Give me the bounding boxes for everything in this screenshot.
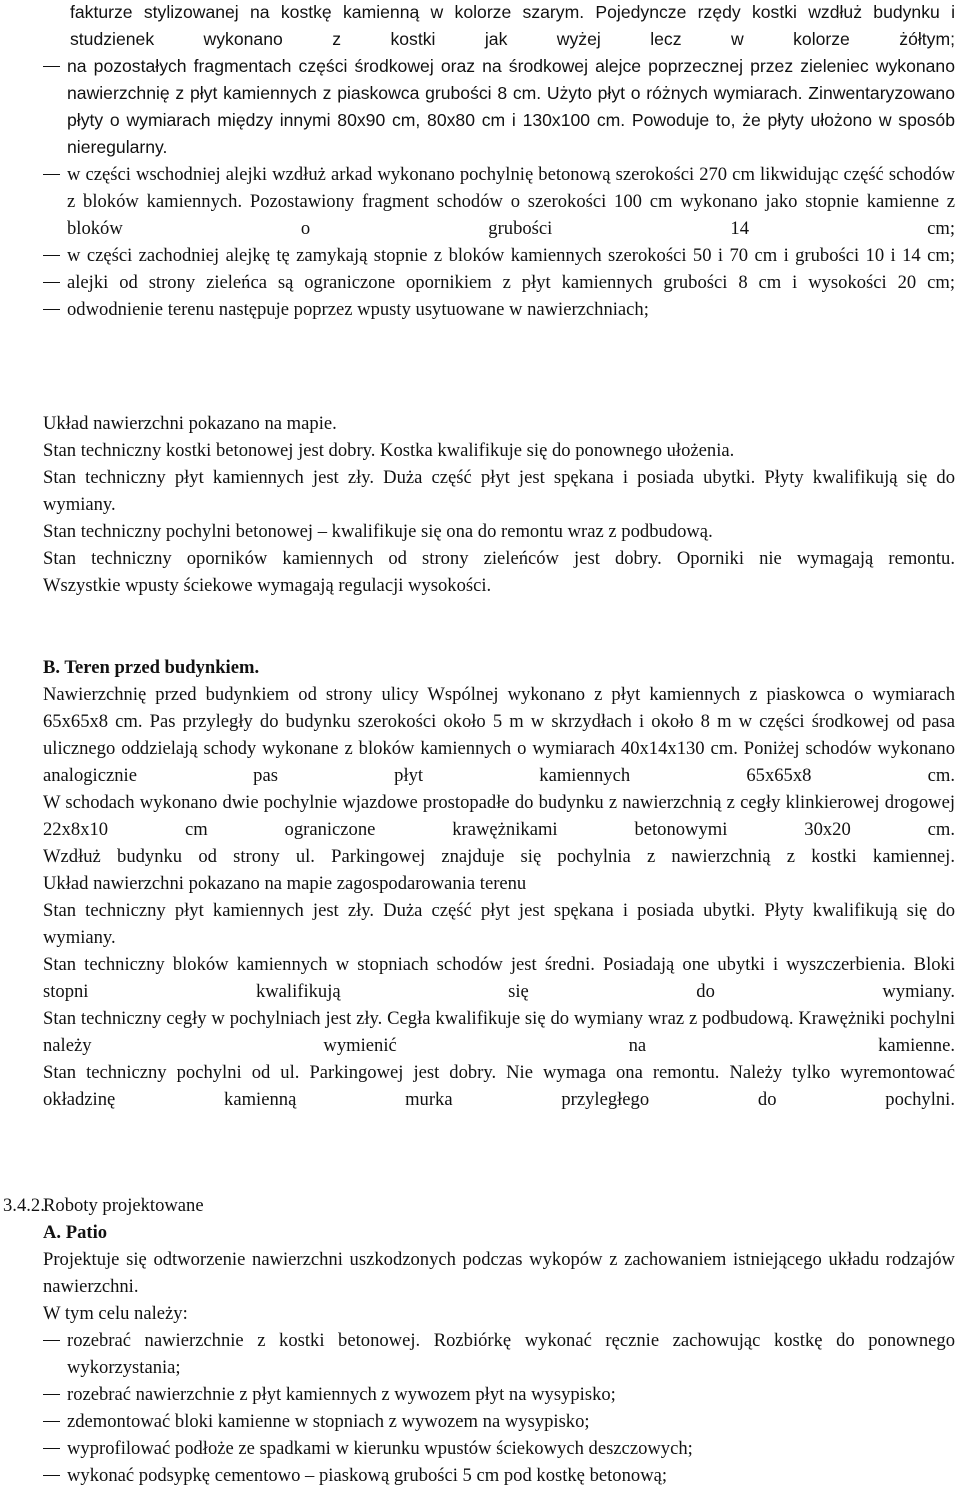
list-item	[43, 1462, 955, 1489]
paragraph: Stan techniczny bloków kamiennych w stopniach schodów jest średni. Posiadają one ubytki i wyszczerbienia. Bloki stopni kwalifikują się do wymiany.	[43, 954, 955, 1002]
list-item-text: wyprofilować podłoże ze spadkami w kierunku wpustów ściekowych deszczowych;	[67, 1438, 693, 1459]
dash-bullet	[43, 1462, 67, 1489]
list-item	[43, 1327, 955, 1381]
section-title: Roboty projektowane	[43, 1195, 204, 1216]
paragraph: Stan techniczny pochylni betonowej – kwalifikuje się ona do remontu wraz z podbudową.	[43, 521, 713, 542]
sub-heading: A. Patio	[43, 1222, 108, 1243]
list-item	[43, 242, 955, 269]
list-item-text: zdemontować bloki kamienne w stopniach z wywozem na wysypisko;	[67, 1411, 590, 1432]
dash-bullet	[43, 242, 67, 269]
list-item-text: wykonać podsypkę cementowo – piaskową grubości 5 cm pod kostkę betonową;	[67, 1465, 668, 1486]
paragraph: Stan techniczny pochylni od ul. Parkingowej jest dobry. Nie wymaga ona remontu. Należy tylko wyremontować okładzinę kamienną murka przyległego do pochylni.	[43, 1062, 955, 1110]
list-item	[43, 296, 955, 323]
list-item-text: rozebrać nawierzchnie z płyt kamiennych z wywozem płyt na wysypisko;	[67, 1384, 616, 1405]
list-item	[43, 1381, 955, 1408]
section-number-heading	[3, 1192, 955, 1219]
dash-bullet	[43, 161, 67, 188]
dash-bullet	[43, 1408, 67, 1435]
paragraph: Stan techniczny cegły w pochylniach jest zły. Cegła kwalifikuje się do wymiany wraz z podbudową. Krawężniki pochylni należy wymienić na kamienne.	[43, 1008, 955, 1056]
paragraph: Stan techniczny kostki betonowej jest dobry. Kostka kwalifikuje się do ponownego ułożenia.	[43, 440, 735, 461]
paragraph-continuation: fakturze stylizowanej na kostkę kamienną w kolorze szarym. Pojedyncze rzędy kostki wzdłuż budynku i studzienek wykonano z kostki jak wyżej lecz w kolorze żółtym;	[70, 2, 955, 49]
list-item	[43, 1435, 955, 1462]
paragraph: Wzdłuż budynku od strony ul. Parkingowej znajduje się pochylnia z nawierzchnią z kostki kamiennej.	[43, 846, 955, 867]
section-b	[43, 654, 955, 1113]
paragraph: W schodach wykonano dwie pochylnie wjazdowe prostopadłe do budynku z nawierzchnią z cegły klinkierowej drogowej 22x8x10 cm ograniczone krawężnikami betonowymi 30x20 cm.	[43, 792, 955, 840]
paragraph: Stan techniczny oporników kamiennych od strony zieleńców jest dobry. Oporniki nie wymagają remontu.	[43, 548, 955, 569]
list-item-text: alejki od strony zieleńca są ograniczone opornikiem z płyt kamiennych grubości 8 cm i wysokości 20 cm;	[67, 272, 955, 293]
paragraph: W tym celu należy:	[43, 1303, 188, 1324]
dash-bullet	[43, 53, 67, 80]
section-number: 3.4.2.	[3, 1195, 45, 1216]
paragraph: Projektuje się odtworzenie nawierzchni uszkodzonych podczas wykopów z zachowaniem istniejącego układu rodzajów nawierzchni.	[43, 1249, 955, 1297]
dash-bullet	[43, 1327, 67, 1354]
paragraph: Układ nawierzchni pokazano na mapie.	[43, 413, 337, 434]
list-item	[43, 53, 955, 161]
top-sans-block	[43, 0, 955, 323]
list-item	[43, 161, 955, 242]
dash-bullet	[43, 269, 67, 296]
list-item-text: w części zachodniej alejkę tę zamykają stopnie z bloków kamiennych szerokości 50 i 70 cm i grubości 10 i 14 cm;	[67, 245, 955, 266]
section-heading: B. Teren przed budynkiem.	[43, 657, 260, 678]
dash-bullet	[43, 296, 67, 323]
paragraph: Nawierzchnię przed budynkiem od strony ulicy Wspólnej wykonano z płyt kamiennych z piaskowca o wymiarach 65x65x8 cm. Pas przyległy do budynku szerokości około 5 m w skrzydłach i około 8 m w części środkowej od pasa ulicznego oddzielają schody wykonane z bloków kamiennych o wymiarach 40x14x130 cm. Poniżej schodów wykonano analogicznie pas płyt kamiennych 65x65x8 cm.	[43, 684, 955, 786]
dash-bullet	[43, 1381, 67, 1408]
list-item-text: odwodnienie terenu następuje poprzez wpusty usytuowane w nawierzchniach;	[67, 299, 649, 320]
list-item	[43, 269, 955, 296]
dash-bullet	[43, 1435, 67, 1462]
state-section	[43, 410, 955, 599]
list-item-text: na pozostałych fragmentach części środkowej oraz na środkowej alejce poprzecznej przez zieleniec wykonano nawierzchnię z płyt kamiennych z piaskowca grubości 8 cm. Użyto płyt o różnych wymiarach. Zinwentaryzowano płyty o wymiarach między innymi 80x90 cm, 80x80 cm i 130x100 cm. Powoduje to, że płyty ułożono w sposób nieregularny.	[67, 56, 955, 157]
list-item-text: rozebrać nawierzchnie z kostki betonowej. Rozbiórkę wykonać ręcznie zachowując kostkę do ponownego wykorzystania;	[67, 1330, 955, 1378]
list-item-text: w części wschodniej alejki wzdłuż arkad wykonano pochylnię betonową szerokości 270 cm likwidując część schodów z bloków kamiennych. Pozostawiony fragment schodów o szerokości 100 cm wykonano jako stopnie kamienne z bloków o grubości 14 cm;	[67, 164, 955, 239]
paragraph: Stan techniczny płyt kamiennych jest zły. Duża część płyt jest spękana i posiada ubytki. Płyty kwalifikują się do wymiany.	[43, 900, 955, 948]
section-342	[3, 1192, 955, 1219]
section-342-body	[43, 1219, 955, 1489]
paragraph: Układ nawierzchni pokazano na mapie zagospodarowania terenu	[43, 873, 527, 894]
paragraph: Wszystkie wpusty ściekowe wymagają regulacji wysokości.	[43, 575, 492, 596]
paragraph: Stan techniczny płyt kamiennych jest zły. Duża część płyt jest spękana i posiada ubytki. Płyty kwalifikują się do wymiany.	[43, 467, 955, 515]
list-item	[43, 1408, 955, 1435]
